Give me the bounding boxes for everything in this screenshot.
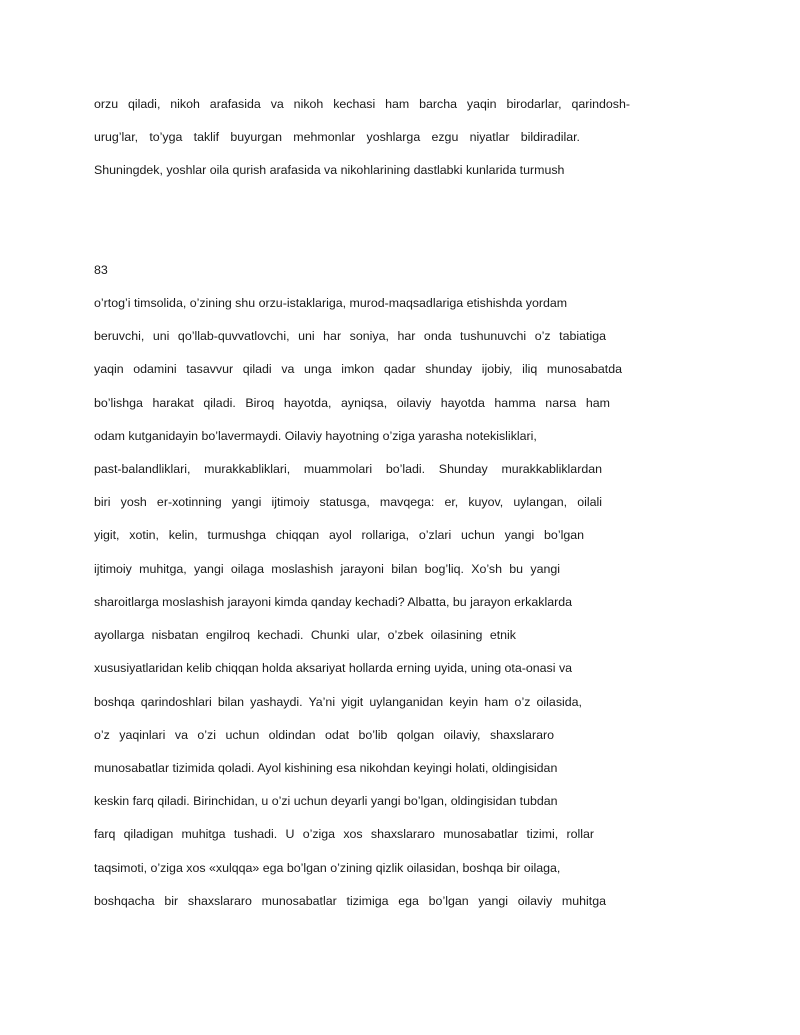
paragraph-line: yaqin odamini tasavvur qiladi va unga imkon qadar shunday ijobiy, iliq munosabatda xyxy=(94,362,622,376)
paragraph-line: ayollarga nisbatan engilroq kechadi. Chunki ular, o’zbek oilasining etnik xyxy=(94,628,516,642)
paragraph-line: boshqa qarindoshlari bilan yashaydi. Ya’ni yigit uylanganidan keyin ham o’z oilasida, xyxy=(94,695,582,709)
paragraph-line: Shuningdek, yoshlar oila qurish arafasida va nikohlarining dastlabki kunlarida turmush xyxy=(94,163,565,177)
paragraph-line: odam kutganidayin bo’lavermaydi. Oilaviy hayotning o’ziga yarasha notekisliklari, xyxy=(94,429,537,443)
paragraph-line: xususiyatlaridan kelib chiqqan holda aksariyat hollarda erning uyida, uning ota-onasi va xyxy=(94,661,573,675)
paragraph-line: farq qiladigan muhitga tushadi. U o’ziga xos shaxslararo munosabatlar tizimi, rollar xyxy=(94,827,594,841)
paragraph-line: keskin farq qiladi. Birinchidan, u o’zi uchun deyarli yangi bo’lgan, oldingisidan tubdan xyxy=(94,794,558,808)
paragraph-line: urug’lar, to’yga taklif buyurgan mehmonlar yoshlarga ezgu niyatlar bildiradilar. xyxy=(94,130,580,144)
paragraph-line: taqsimoti, o’ziga xos «xulqqa» ega bo’lgan o’zining qizlik oilasidan, boshqa bir oilaga, xyxy=(94,861,561,875)
paragraph-line: bo’lishga harakat qiladi. Biroq hayotda, ayniqsa, oilaviy hayotda hamma narsa ham xyxy=(94,396,610,410)
paragraph-line: orzu qiladi, nikoh arafasida va nikoh kechasi ham barcha yaqin birodarlar, qarindosh- xyxy=(94,97,630,111)
page-number: 83 xyxy=(94,263,108,277)
paragraph-line: munosabatlar tizimida qoladi. Ayol kishining esa nikohdan keyingi holati, oldingisidan xyxy=(94,761,558,775)
paragraph-line: biri yosh er-xotinning yangi ijtimoiy statusga, mavqega: er, kuyov, uylangan, oilali xyxy=(94,495,602,509)
paragraph-line: o’z yaqinlari va o’zi uchun oldindan odat bo’lib qolgan oilaviy, shaxslararo xyxy=(94,728,554,742)
paragraph-line: boshqacha bir shaxslararo munosabatlar tizimiga ega bo’lgan yangi oilaviy muhitga xyxy=(94,894,606,908)
paragraph-line: beruvchi, uni qo’llab-quvvatlovchi, uni har soniya, har onda tushunuvchi o’z tabiatiga xyxy=(94,329,606,343)
paragraph-line: o’rtog’i timsolida, o’zining shu orzu-istaklariga, murod-maqsadlariga etishishda yordam xyxy=(94,296,568,310)
paragraph-line: yigit, xotin, kelin, turmushga chiqqan ayol rollariga, o’zlari uchun yangi bo’lgan xyxy=(94,528,584,542)
paragraph-line: sharoitlarga moslashish jarayoni kimda qanday kechadi? Albatta, bu jarayon erkaklarda xyxy=(94,595,573,609)
paragraph-line: ijtimoiy muhitga, yangi oilaga moslashish jarayoni bilan bog’liq. Xo’sh bu yangi xyxy=(94,562,560,576)
paragraph-line: past-balandliklari, murakkabliklari, muammolari bo’ladi. Shunday murakkabliklardan xyxy=(94,462,602,476)
